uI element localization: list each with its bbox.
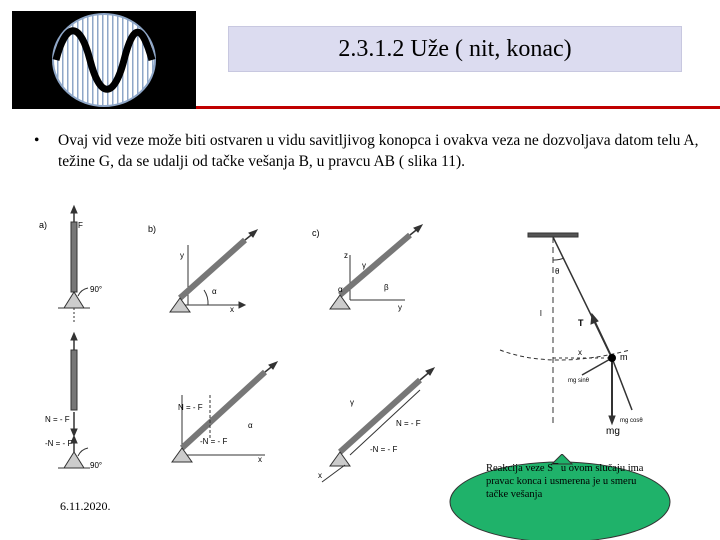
diagram-a-top	[58, 206, 90, 323]
bullet-text: Ovaj vid veze može biti ostvaren u vidu savitljivog konopca i ovakva veza ne dozvoljava datom telu A, težine G, da se udalji od tačke vešanja B, u pravcu AB ( slika 11).	[58, 132, 699, 170]
label-mg: mg	[606, 426, 620, 437]
label-y-c: y	[398, 303, 402, 312]
diagram-b-bottom	[172, 362, 277, 462]
label-alpha-c: α	[338, 285, 343, 294]
label-mg-sin: mg sinθ	[568, 378, 590, 384]
slide-title: 2.3.1.2 Uže ( nit, konac)	[338, 35, 572, 62]
logo	[12, 11, 196, 109]
panel-label-a: a)	[39, 220, 48, 230]
label-gamma-c2: γ	[350, 398, 354, 407]
label-beta-c: β	[384, 283, 389, 292]
label-N-b: N = - F	[178, 403, 203, 412]
label-gamma-c: γ	[362, 261, 366, 270]
label-l: l	[540, 309, 542, 318]
label-minusF-a: -N = - F	[45, 439, 73, 448]
label-alpha-b: α	[212, 287, 217, 296]
pendulum-mass	[608, 354, 616, 362]
panel-label-c: c)	[312, 228, 320, 238]
label-90-a2: 90°	[90, 461, 103, 470]
wave-oscilloscope-icon	[12, 11, 196, 109]
label-minusF-b: -N = - F	[200, 437, 228, 446]
diagram-b-top	[170, 230, 257, 312]
label-F-a: F	[78, 221, 83, 230]
slide-date: 6.11.2020.	[60, 499, 111, 513]
label-x-b: x	[230, 305, 234, 314]
label-90-a: 90°	[90, 285, 103, 294]
label-m: m	[620, 352, 628, 362]
label-theta: θ	[555, 267, 560, 276]
label-alpha-b2: α	[248, 421, 253, 430]
label-N-c: N = - F	[396, 419, 421, 428]
label-mg-cos: mg cosθ	[620, 418, 643, 424]
bullet-marker: •	[34, 132, 40, 149]
diagram-pendulum	[500, 233, 632, 425]
label-y-b: y	[180, 251, 184, 260]
label-x-c: x	[318, 471, 322, 480]
label-x-pend: x	[578, 348, 582, 357]
label-N-a: N = - F	[45, 415, 70, 424]
label-T: T	[578, 318, 584, 328]
title-divider	[196, 106, 720, 109]
label-z-c: z	[344, 251, 348, 260]
panel-label-b: b)	[148, 224, 157, 234]
diagram-c-top	[330, 225, 422, 309]
title-box	[228, 26, 682, 72]
callout-text: Reakcija veze S¯ u ovom slučaju ima pravac konca i usmerena je u smeru tačke vešanja	[486, 463, 644, 500]
label-x-b2: x	[258, 455, 262, 464]
label-minusF-c: -N = - F	[370, 445, 398, 454]
